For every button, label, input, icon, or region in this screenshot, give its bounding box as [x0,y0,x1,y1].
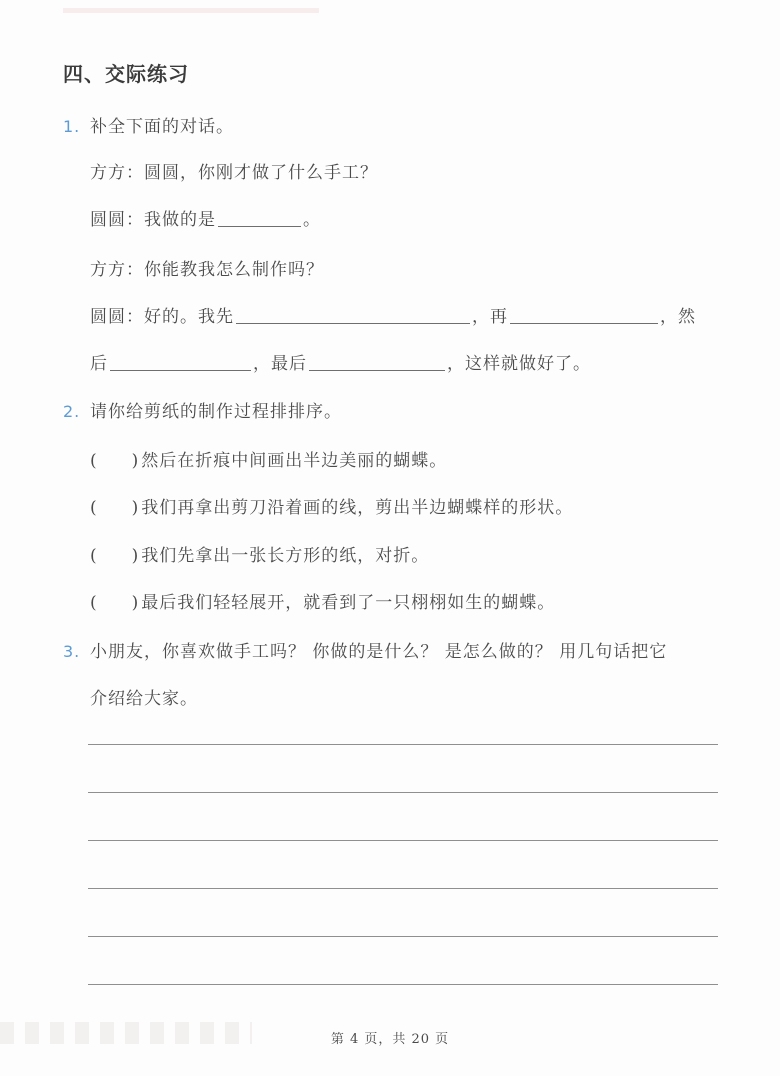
section-title: 四、交际练习 [63,62,189,86]
writing-line[interactable] [88,840,718,888]
writing-area [88,744,718,1032]
dialogue-line-4-seg2: ，再 [472,307,508,327]
exercise3-number: 3. [63,642,81,661]
exercise1-prompt: 补全下面的对话。 [90,117,234,137]
sequence-item-2 [90,493,745,518]
writing-line[interactable] [88,744,718,792]
exercise1-prompt-row [63,112,743,137]
paren-open: ( [90,498,98,518]
dialogue-line-5-seg1: 后 [90,354,108,374]
sequence-item-3 [90,541,745,566]
sequence-item-1-text: 然后在折痕中间画出半边美丽的蝴蝶。 [141,451,448,471]
answer-slot-2[interactable]: ) [131,498,140,518]
writing-line[interactable] [88,888,718,936]
paren-open: ( [90,451,98,471]
answer-slot-4[interactable]: ) [131,593,140,613]
answer-blank-5[interactable] [309,354,445,371]
exercise3-prompt-line2: 介绍给大家。 [90,689,198,709]
dialogue-line-4-seg3: ，然 [660,307,696,327]
dialogue-line-2 [90,205,745,230]
dialogue-line-3 [90,255,745,280]
answer-slot-3[interactable]: ) [131,546,140,566]
dialogue-line-3-text: 方方：你能教我怎么制作吗？ [90,260,324,280]
sequence-item-4-text: 最后我们轻轻展开，就看到了一只栩栩如生的蝴蝶。 [141,593,556,613]
exercise1-number: 1. [63,117,81,136]
dialogue-line-1-text: 方方：圆圆，你刚才做了什么手工？ [90,163,378,183]
dialogue-line-1 [90,158,745,183]
answer-blank-1[interactable] [218,210,301,227]
answer-blank-2[interactable] [236,307,470,324]
sequence-item-1 [90,446,745,471]
writing-line[interactable] [88,984,718,1032]
exercise2-number: 2. [63,402,81,421]
sequence-item-3-text: 我们先拿出一张长方形的纸，对折。 [141,546,430,566]
exercise2-prompt: 请你给剪纸的制作过程排排序。 [90,402,342,422]
writing-line[interactable] [88,936,718,984]
scan-artifact-top [63,8,319,13]
page-number-footer: 第 4 页，共 20 页 [330,1032,450,1047]
exercise3-prompt-row [63,637,743,662]
dialogue-line-2-text: 圆圆：我做的是 [90,210,216,230]
exercise3-prompt-line1: 小朋友，你喜欢做手工吗？ 你做的是什么？ 是怎么做的？ 用几句话把它 [90,642,668,662]
exercise3-prompt-row-2 [90,684,745,709]
dialogue-line-4-seg1: 圆圆：好的。我先 [90,307,234,327]
paren-open: ( [90,546,98,566]
paren-open: ( [90,593,98,613]
dialogue-line-5 [90,349,745,374]
sequence-item-2-text: 我们再拿出剪刀沿着画的线，剪出半边蝴蝶样的形状。 [141,498,574,518]
dialogue-line-4 [90,302,745,327]
writing-line[interactable] [88,792,718,840]
answer-blank-3[interactable] [510,307,658,324]
sequence-item-4 [90,588,745,613]
dialogue-line-5-seg2: ，最后 [253,354,307,374]
dialogue-line-2-end: 。 [303,210,321,230]
dialogue-line-5-seg3: ，这样就做好了。 [447,354,591,374]
answer-slot-1[interactable]: ) [131,451,140,471]
exercise2-prompt-row [63,397,743,422]
answer-blank-4[interactable] [110,354,251,371]
